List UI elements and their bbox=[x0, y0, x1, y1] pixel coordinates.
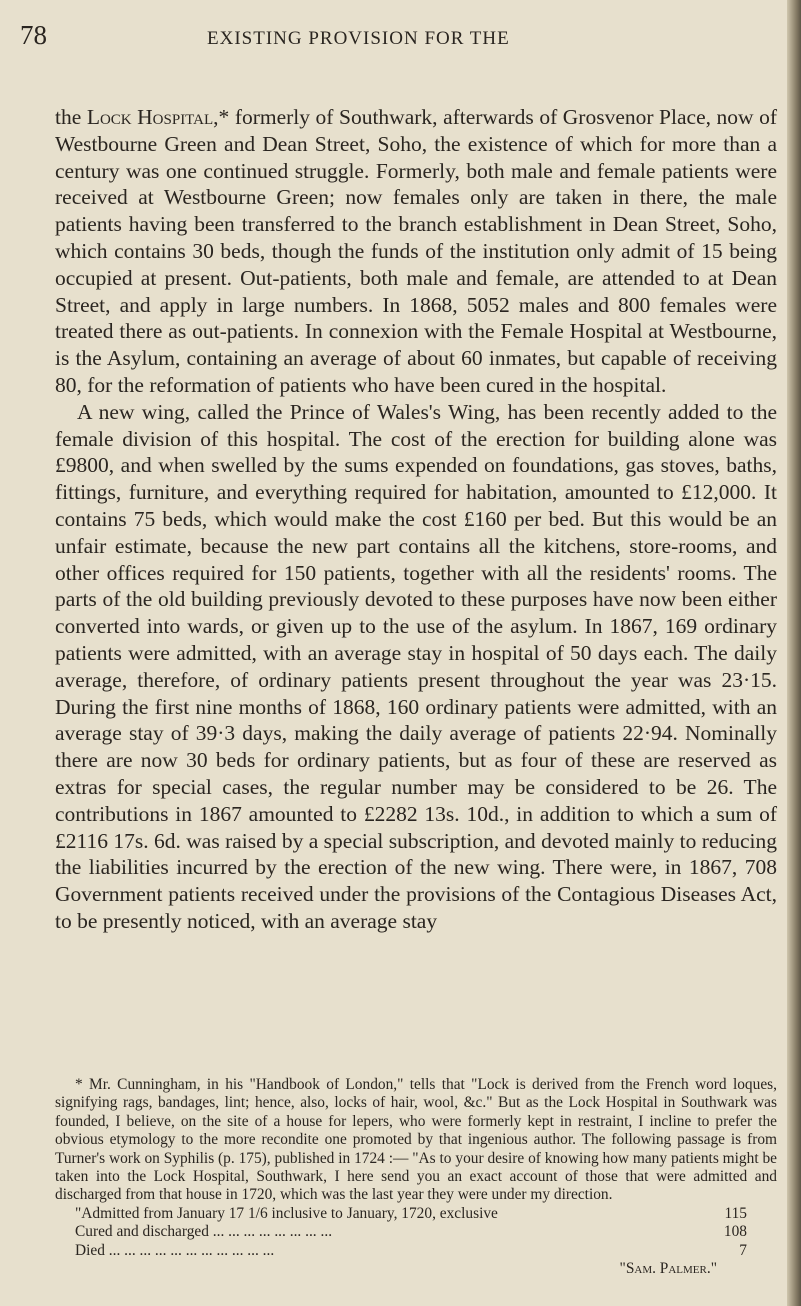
paragraph-prince-of-wales-wing: A new wing, called the Prince of Wales's Wing, has been recently added to the female division of this hospital. The cost of the erection for building alone was £9800, and when swelled by the sums expended on foundations, gas stoves, baths, fittings, furniture, and everything required for habitation, amounted to £12,000. It contains 75 beds, which would make the cost £160 per bed. But this would be an unfair estimate, because the new part contains all the kitchens, store-rooms, and other offices required for 150 patients, together with all the residents' rooms. The parts of the old building previously devoted to these purposes have now been either converted into wards, or given up to the use of the asylum. In 1867, 169 ordinary patients were admitted, with an average stay in hospital of 50 days each. The daily average, therefore, of ordinary patients present throughout the year was 23·15. During the first nine months of 1868, 160 ordinary patients were admitted, with an average stay of 39·3 days, making the daily average of patients 22·94. Nominally there are now 30 beds for ordinary patients, but as four of these are reserved as extras for special cases, the regular number may be considered to be 26. The contributions in 1867 amounted to £2282 13s. 10d., in addition to which a sum of £2116 17s. 6d. was raised by a special subscription, and devoted mainly to reducing the liabilities incurred by the erection of the new wing. There were, in 1867, 708 Government patients received under the provisions of the Contagious Diseases Act, to be presently noticed, with an average stay bbox=[55, 399, 777, 933]
main-text bbox=[55, 104, 777, 935]
footnote-row: Died ... ... ... ... ... ... ... ... ... ... ... 7 bbox=[75, 1241, 747, 1259]
running-head: EXISTING PROVISION FOR THE bbox=[207, 28, 510, 49]
page-number: 78 bbox=[20, 20, 47, 50]
footnote-table bbox=[75, 1205, 777, 1260]
footnote-signature: "Sam. Palmer." bbox=[619, 1260, 717, 1278]
footnote-row: "Admitted from January 17 1/6 inclusive to January, 1720, exclusive 115 bbox=[75, 1204, 747, 1222]
page-edge bbox=[787, 0, 801, 1306]
footnote-text: * Mr. Cunningham, in his "Handbook of London," tells that "Lock is derived from the French word loques, signifying rags, bandages, lint; hence, also, locks of hair, wool, &c." But as the Lock Hospital in Southwark was founded, I believe, on the site of a house for lepers, who were formerly kept in restraint, I incline to prefer the obvious etymology to the more recondite one promoted by that ingenious author. The following passage is from Turner's work on Syphilis (p. 175), published in 1724 :— "As to your desire of knowing how many patients might be taken into the Lock Hospital, Southwark, I here send you an exact account of those that were admitted and discharged from that house in 1720, which was the last year they were under my direction. bbox=[55, 1076, 777, 1204]
footnote bbox=[55, 1076, 777, 1278]
footnote-row: Cured and discharged ... ... ... ... ... ... ... ... 108 bbox=[75, 1223, 747, 1241]
lock-hospital-term: Lock Hospital, bbox=[86, 105, 219, 129]
paragraph-lock-hospital: the Lock Hospital,* formerly of Southwark, afterwards of Grosvenor Place, now of Westbourne Green and Dean Street, Soho, the existence of which for more than a century was one continued struggle. Formerly, both male and female patients were received at Westbourne Green; now females only are taken in there, the male patients having been transferred to the branch establishment in Dean Street, Soho, which contains 30 beds, though the funds of the institution only admit of 15 being occupied at present. Out-patients, both male and female, are attended to at Dean Street, and apply in large numbers. In 1868, 5052 males and 800 females were treated there as out-patients. In connexion with the Female Hospital at Westbourne, is the Asylum, containing an average of about 60 inmates, but capable of receiving 80, for the reformation of patients who have been cured in the hospital. bbox=[55, 105, 777, 397]
